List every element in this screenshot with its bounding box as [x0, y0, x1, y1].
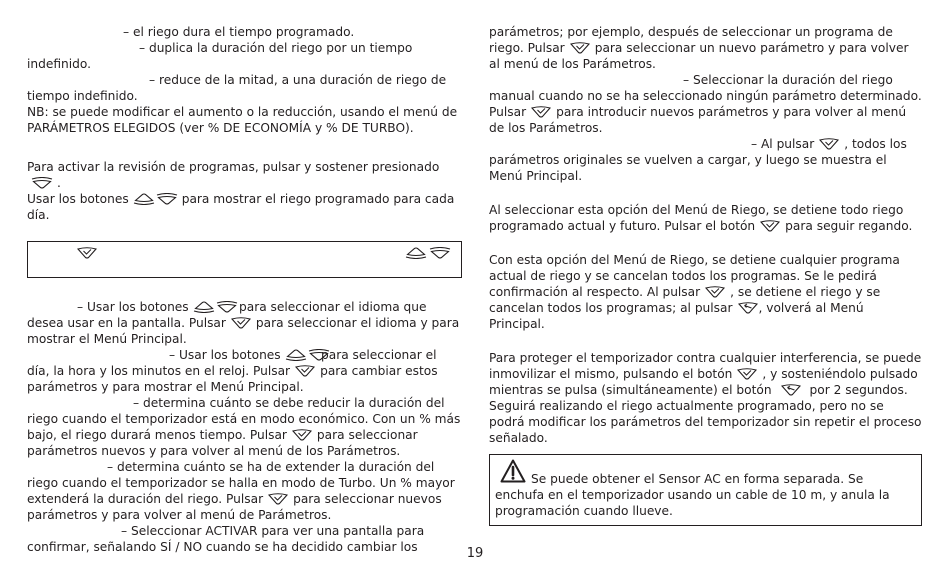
warning-box	[489, 454, 922, 526]
warning-triangle-icon	[500, 459, 526, 483]
paragraph-economy-mode-cont: tiempo indefinido.	[27, 89, 138, 103]
paragraph-cancel-programs: Con esta opción del Menú de Riego, se detiene cualquier programa actual de riego y se cancelan todos los programas. Se le pedirá confirmación al respecto. Al pulsar , se detiene el riego y se cancelan todos los programas; al pulsar , volverá al Menú Principal.	[489, 253, 900, 331]
page-number: 19	[466, 546, 484, 561]
right-column	[489, 24, 922, 526]
paragraph-turbo-percent: – determina cuánto se ha de extender la duración del riego cuando el temporizador se halla en modo de Turbo. Un % mayor extenderá la duración del riego. Pulsar para seleccionar nuevos parámetros y para volver al menú de Parámetros.	[27, 460, 455, 522]
paragraph-clock-desc: para seleccionar el día, la hora y los minutos en el reloj. Pulsar para cambiar estos parámetros y para mostrar el Menú Principal.	[27, 348, 438, 394]
check-button-icon	[759, 220, 781, 232]
back-button-icon	[780, 384, 802, 396]
paragraph-nb-note: NB: se puede modificar el aumento o la reducción, usando el menú de PARÁMETROS ELEGIDOS (ver % DE ECONOMÍA y % DE TURBO).	[27, 105, 458, 135]
paragraph-clock: – Usar los botones	[27, 347, 462, 363]
up-button-icon	[405, 247, 427, 259]
check-button-icon	[230, 317, 252, 329]
down-button-icon	[31, 177, 53, 189]
down-button-icon	[156, 193, 178, 205]
paragraph-language: – Usar los botones	[27, 299, 462, 315]
back-button-icon	[737, 302, 759, 314]
up-button-icon	[285, 349, 307, 361]
paragraph-reset: – Al pulsar , todos los parámetros originales se vuelven a cargar, y luego se muestra el Menú Principal.	[489, 137, 907, 183]
check-button-icon	[76, 247, 98, 259]
paragraph-economy-mode: – reduce de la mitad, a una duración de riego de	[149, 73, 447, 87]
paragraph-activate: – Seleccionar ACTIVAR para ver una pantalla para confirmar, señalando SÍ / NO cuando se ha decidido cambiar los	[27, 524, 425, 554]
left-column	[27, 24, 462, 555]
check-button-icon	[291, 429, 313, 441]
check-button-icon	[530, 106, 552, 118]
paragraph-turbo-mode-cont: indefinido.	[27, 57, 91, 71]
down-button-icon	[216, 301, 238, 313]
up-button-icon	[133, 193, 155, 205]
paragraph-language-desc: para seleccionar el idioma que desea usar en la pantalla. Pulsar para seleccionar el idioma y para mostrar el Menú Principal.	[27, 300, 460, 346]
paragraph-manual-duration: – Seleccionar la duración del riego manual cuando no se ha seleccionado ningún parámetro determinado. Pulsar para introducir nuevos parámetros y para volver al menú de los Parámetros.	[489, 73, 922, 135]
paragraph-parameters: parámetros; por ejemplo, después de seleccionar un programa de riego. Pulsar para seleccionar un nuevo parámetro y para volver al menú de los Parámetros.	[489, 25, 909, 71]
paragraph-normal-mode: – el riego dura el tiempo programado.	[123, 25, 355, 39]
up-button-icon	[193, 301, 215, 313]
down-button-icon	[429, 247, 451, 259]
check-button-icon	[704, 286, 726, 298]
paragraph-turbo-mode: – duplica la duración del riego por un tiempo	[139, 41, 413, 55]
check-button-icon	[294, 365, 316, 377]
down-button-icon	[308, 349, 330, 361]
paragraph-program-review: Para activar la revisión de programas, pulsar y sostener presionado. Usar los botones para mostrar el riego programado para cada día.	[27, 160, 455, 222]
check-button-icon	[736, 368, 758, 380]
paragraph-lock: Para proteger el temporizador contra cualquier interferencia, se puede inmovilizar el mismo, pulsando el botón , y sosteniéndolo pulsado mientras se pulsa (simultáneamente) el botón por 2 segundos. Seguirá realizando el riego actualmente programado, pero no se podrá modificar los parámetros del temporizador sin repetir el proceso señalado.	[489, 351, 922, 445]
button-diagram-box	[27, 241, 462, 278]
paragraph-economy-percent: – determina cuánto se debe reducir la duración del riego cuando el temporizador está en modo económico. Con un % más bajo, el riego durará menos tiempo. Pulsar para seleccionar parámetros nuevos y para volver al menú de los Parámetros.	[27, 396, 461, 458]
warning-text: Se puede obtener el Sensor AC en forma separada. Se enchufa en el temporizador usando un cable de 10 m, y anula la programación cuando llueve.	[495, 472, 890, 518]
check-button-icon	[569, 42, 591, 54]
check-button-icon	[818, 138, 840, 150]
check-button-icon	[267, 493, 289, 505]
paragraph-stop-watering: Al seleccionar esta opción del Menú de Riego, se detiene todo riego programado actual y futuro. Pulsar el botón para seguir regando.	[489, 203, 913, 233]
